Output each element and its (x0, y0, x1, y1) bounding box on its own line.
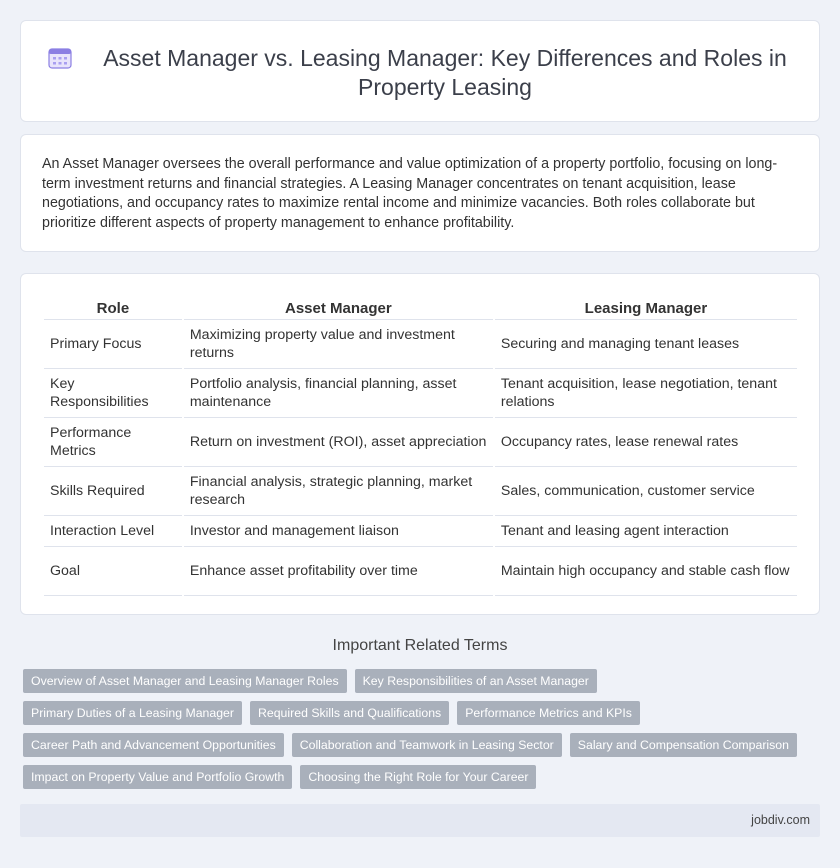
related-term-tag[interactable]: Collaboration and Teamwork in Leasing Sector (292, 733, 562, 757)
related-terms-list (23, 669, 813, 789)
related-term-tag[interactable]: Primary Duties of a Leasing Manager (23, 701, 242, 725)
asset-manager-cell: Return on investment (ROI), asset appreciation (184, 418, 493, 467)
comparison-table (42, 296, 799, 596)
related-term-tag[interactable]: Overview of Asset Manager and Leasing Manager Roles (23, 669, 347, 693)
related-terms-title: Important Related Terms (332, 637, 508, 654)
footer-site-link[interactable]: jobdiv.com (751, 813, 810, 827)
leasing-manager-cell: Occupancy rates, lease renewal rates (495, 418, 797, 467)
table-row (44, 320, 797, 369)
asset-manager-cell: Maximizing property value and investment returns (184, 320, 493, 369)
page-title: Asset Manager vs. Leasing Manager: Key Differences and Roles in Property Leasing (103, 45, 787, 100)
related-term-tag[interactable]: Career Path and Advancement Opportunities (23, 733, 284, 757)
related-term-tag[interactable]: Impact on Property Value and Portfolio Growth (23, 765, 292, 789)
title-card (20, 20, 820, 122)
leasing-manager-cell: Sales, communication, customer service (495, 467, 797, 516)
header-role: Role (44, 296, 182, 320)
header-asset-manager: Asset Manager (184, 296, 493, 320)
row-label: Key Responsibilities (44, 369, 182, 418)
table-row (44, 369, 797, 418)
related-term-tag[interactable]: Choosing the Right Role for Your Career (300, 765, 536, 789)
leasing-manager-cell: Tenant and leasing agent interaction (495, 516, 797, 547)
asset-manager-cell: Investor and management liaison (184, 516, 493, 547)
asset-manager-cell: Financial analysis, strategic planning, market research (184, 467, 493, 516)
table-row (44, 467, 797, 516)
leasing-manager-cell: Maintain high occupancy and stable cash flow (495, 547, 797, 596)
row-label: Goal (44, 547, 182, 596)
asset-manager-cell: Enhance asset profitability over time (184, 547, 493, 596)
row-label: Skills Required (44, 467, 182, 516)
table-row (44, 418, 797, 467)
related-term-tag[interactable]: Required Skills and Qualifications (250, 701, 449, 725)
related-term-tag[interactable]: Key Responsibilities of an Asset Manager (355, 669, 597, 693)
leasing-manager-cell: Tenant acquisition, lease negotiation, tenant relations (495, 369, 797, 418)
asset-manager-cell: Portfolio analysis, financial planning, asset maintenance (184, 369, 493, 418)
intro-card (20, 134, 820, 252)
footer (20, 804, 820, 837)
related-term-tag[interactable]: Performance Metrics and KPIs (457, 701, 640, 725)
intro-paragraph: An Asset Manager oversees the overall performance and value optimization of a property portfolio, focusing on long-term investment returns and financial strategies. A Leasing Manager concentrates on tenant acquisition, lease negotiations, and occupancy rates to maximize rental income and minimize vacancies. Both roles collaborate but prioritize different aspects of property management to enhance profitability. (42, 156, 778, 231)
row-label: Interaction Level (44, 516, 182, 547)
table-header-row (44, 296, 797, 320)
leasing-manager-cell: Securing and managing tenant leases (495, 320, 797, 369)
related-term-tag[interactable]: Salary and Compensation Comparison (570, 733, 797, 757)
table-row (44, 516, 797, 547)
comparison-card (20, 273, 820, 615)
row-label: Primary Focus (44, 320, 182, 369)
table-row (44, 547, 797, 596)
row-label: Performance Metrics (44, 418, 182, 467)
header-leasing-manager: Leasing Manager (495, 296, 797, 320)
